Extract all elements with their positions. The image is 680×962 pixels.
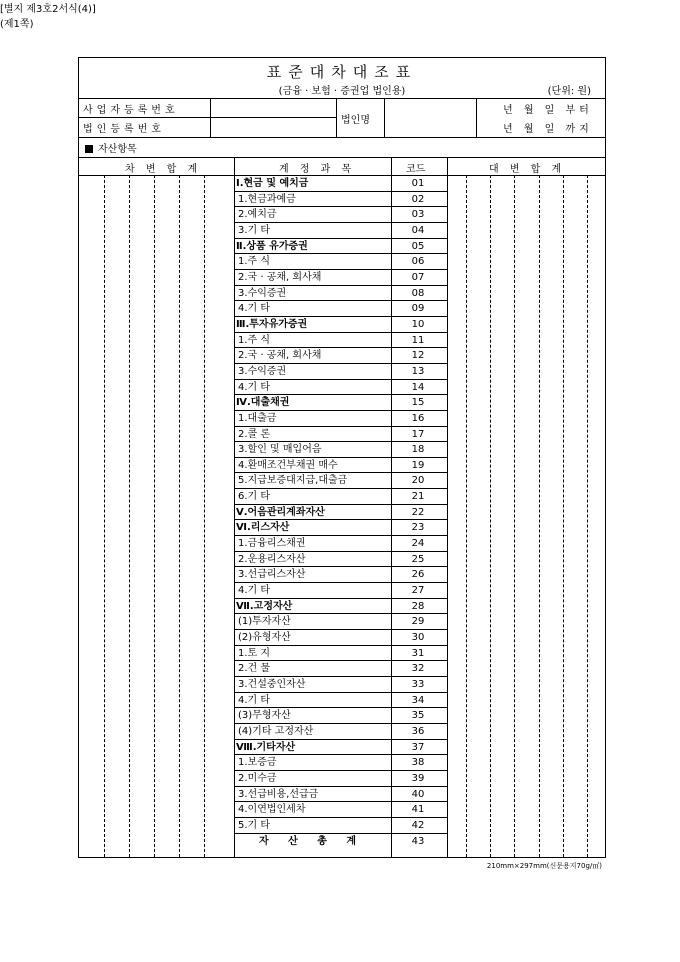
account-name: 4.기 타 bbox=[238, 303, 271, 315]
debit-amount-cell[interactable] bbox=[81, 520, 231, 536]
account-code: 11 bbox=[411, 334, 425, 346]
table-row bbox=[79, 270, 605, 286]
corp-reg-number-field[interactable] bbox=[212, 119, 334, 135]
account-name: 1.현금과예금 bbox=[238, 193, 296, 205]
debit-total-header: 차 변 합 계 bbox=[125, 164, 202, 175]
header-top-line bbox=[79, 98, 605, 99]
account-code: 21 bbox=[411, 491, 425, 503]
biz-reg-number-label: 사업자등록번호 bbox=[83, 105, 179, 116]
account-name: 1.주 식 bbox=[238, 256, 271, 268]
credit-amount-cell[interactable] bbox=[449, 630, 603, 646]
account-code: 19 bbox=[411, 459, 425, 471]
account-code: 34 bbox=[411, 694, 425, 706]
credit-amount-cell[interactable] bbox=[449, 661, 603, 677]
debit-amount-cell[interactable] bbox=[81, 818, 231, 834]
account-name: 1.주 식 bbox=[238, 334, 271, 346]
account-name: (1)투자자산 bbox=[238, 616, 291, 628]
account-code: 20 bbox=[411, 475, 425, 487]
table-row bbox=[79, 239, 605, 255]
account-name: Ⅰ.현금 및 예치금 bbox=[236, 178, 309, 189]
debit-amount-cell[interactable] bbox=[81, 317, 231, 333]
account-code: 40 bbox=[411, 788, 425, 800]
account-name: 3.할인 및 매입어음 bbox=[238, 444, 322, 456]
debit-amount-cell[interactable] bbox=[81, 646, 231, 662]
table-row bbox=[79, 380, 605, 396]
debit-amount-cell[interactable] bbox=[81, 442, 231, 458]
credit-amount-cell[interactable] bbox=[449, 333, 603, 349]
account-rows bbox=[79, 176, 605, 849]
account-code: 26 bbox=[411, 569, 425, 581]
account-name: 2.미수금 bbox=[238, 772, 277, 784]
account-code: 42 bbox=[411, 819, 425, 831]
credit-amount-cell[interactable] bbox=[449, 567, 603, 583]
account-code: 32 bbox=[411, 663, 425, 675]
debit-amount-cell[interactable] bbox=[81, 458, 231, 474]
credit-amount-cell[interactable] bbox=[449, 614, 603, 630]
credit-amount-cell[interactable] bbox=[449, 254, 603, 270]
reg-divider-line bbox=[79, 117, 210, 118]
account-name: 3.수익증권 bbox=[238, 287, 287, 299]
credit-amount-cell[interactable] bbox=[449, 708, 603, 724]
credit-amount-cell[interactable] bbox=[449, 380, 603, 396]
account-name: 4.기 타 bbox=[238, 694, 271, 706]
account-name: Ⅳ.대출채권 bbox=[236, 397, 290, 409]
reg-value-divider-line bbox=[210, 117, 336, 118]
account-code: 10 bbox=[411, 318, 425, 330]
account-name: (2)유형자산 bbox=[238, 632, 291, 644]
table-row bbox=[79, 505, 605, 521]
credit-amount-cell[interactable] bbox=[449, 239, 603, 255]
debit-amount-cell[interactable] bbox=[81, 489, 231, 505]
credit-amount-cell[interactable] bbox=[449, 301, 603, 317]
table-row bbox=[79, 646, 605, 662]
table-row bbox=[79, 630, 605, 646]
account-code: 08 bbox=[411, 287, 425, 299]
account-code: 12 bbox=[411, 350, 425, 362]
credit-amount-cell[interactable] bbox=[449, 286, 603, 302]
table-row bbox=[79, 677, 605, 693]
account-name: 3.선급리스자산 bbox=[238, 569, 306, 581]
credit-amount-cell[interactable] bbox=[449, 207, 603, 223]
account-code: 24 bbox=[411, 538, 425, 550]
account-name: 4.기 타 bbox=[238, 585, 271, 597]
debit-amount-cell[interactable] bbox=[81, 536, 231, 552]
account-name: 4.환매조건부채권 매수 bbox=[238, 459, 338, 471]
account-name: 2.국 · 공채, 회사채 bbox=[238, 350, 322, 362]
account-code: 36 bbox=[411, 725, 425, 737]
table-row bbox=[79, 536, 605, 552]
debit-amount-cell[interactable] bbox=[81, 223, 231, 239]
debit-amount-cell[interactable] bbox=[81, 567, 231, 583]
account-name: 2.운용리스자산 bbox=[238, 553, 306, 565]
unit-label: (단위: 원) bbox=[547, 86, 591, 97]
table-row bbox=[79, 473, 605, 489]
table-row bbox=[79, 614, 605, 630]
debit-amount-cell[interactable] bbox=[81, 380, 231, 396]
debit-amount-cell[interactable] bbox=[81, 552, 231, 568]
table-row bbox=[79, 333, 605, 349]
account-code: 22 bbox=[411, 506, 425, 518]
section-asset-items bbox=[85, 140, 137, 155]
account-name: 3.수익증권 bbox=[238, 365, 287, 377]
debit-amount-cell[interactable] bbox=[81, 301, 231, 317]
table-row bbox=[79, 458, 605, 474]
debit-amount-cell[interactable] bbox=[81, 254, 231, 270]
table-row bbox=[79, 583, 605, 599]
table-row bbox=[79, 724, 605, 740]
table-row bbox=[79, 427, 605, 443]
debit-amount-cell[interactable] bbox=[81, 583, 231, 599]
credit-amount-cell[interactable] bbox=[449, 771, 603, 787]
account-name: 6.기 타 bbox=[238, 491, 271, 503]
form-subtitle: (금융 · 보험 · 증권업 법인용) bbox=[278, 86, 406, 97]
credit-amount-cell[interactable] bbox=[449, 395, 603, 411]
period-left-divider bbox=[476, 98, 477, 137]
table-row bbox=[79, 755, 605, 771]
account-name: Ⅵ.리스자산 bbox=[236, 522, 290, 534]
table-row bbox=[79, 787, 605, 803]
account-code: 28 bbox=[411, 600, 425, 612]
credit-amount-cell[interactable] bbox=[449, 677, 603, 693]
credit-amount-cell[interactable] bbox=[449, 599, 603, 615]
credit-amount-cell[interactable] bbox=[449, 348, 603, 364]
form-number: [별지 제3호2서식(4)] bbox=[0, 4, 96, 15]
account-name: 1.금융리스채권 bbox=[238, 538, 306, 550]
account-name: 5.지급보증대지급,대출금 bbox=[238, 475, 348, 487]
account-name: Ⅶ.고정자산 bbox=[236, 600, 293, 612]
debit-amount-cell[interactable] bbox=[81, 473, 231, 489]
account-name: Ⅲ.투자유가증권 bbox=[236, 318, 308, 330]
account-code: 04 bbox=[411, 224, 425, 236]
credit-amount-cell[interactable] bbox=[449, 583, 603, 599]
credit-amount-cell[interactable] bbox=[449, 724, 603, 740]
debit-amount-cell[interactable] bbox=[81, 802, 231, 818]
header-bottom-line bbox=[79, 137, 605, 138]
credit-amount-cell[interactable] bbox=[449, 505, 603, 521]
credit-amount-cell[interactable] bbox=[449, 520, 603, 536]
corp-reg-number-label: 법인등록번호 bbox=[83, 124, 165, 135]
account-code: 29 bbox=[411, 616, 425, 628]
table-row bbox=[79, 661, 605, 677]
table-row bbox=[79, 834, 605, 850]
debit-amount-cell[interactable] bbox=[81, 427, 231, 443]
account-code: 37 bbox=[411, 741, 425, 753]
credit-amount-cell[interactable] bbox=[449, 176, 603, 192]
debit-amount-cell[interactable] bbox=[81, 693, 231, 709]
account-name: 3.건설중인자산 bbox=[238, 679, 306, 690]
debit-amount-cell[interactable] bbox=[81, 333, 231, 349]
account-code: 23 bbox=[411, 522, 425, 534]
section-title: 자산항목 bbox=[98, 144, 137, 155]
account-name: 4.이연법인세차 bbox=[238, 804, 306, 816]
balance-sheet-form bbox=[78, 57, 606, 858]
credit-amount-cell[interactable] bbox=[449, 473, 603, 489]
debit-amount-cell[interactable] bbox=[81, 411, 231, 427]
credit-amount-cell[interactable] bbox=[449, 411, 603, 427]
corp-name-left-divider bbox=[336, 98, 337, 137]
account-name: 2.건 물 bbox=[238, 663, 271, 675]
debit-amount-cell[interactable] bbox=[81, 630, 231, 646]
table-row bbox=[79, 520, 605, 536]
credit-amount-cell[interactable] bbox=[449, 755, 603, 771]
account-code: 31 bbox=[411, 647, 425, 659]
account-header: 계 정 과 목 bbox=[279, 164, 356, 175]
account-name: (4)기타 고정자산 bbox=[238, 725, 314, 737]
period-end[interactable]: 년 월 일 까지 bbox=[503, 124, 593, 135]
account-code: 05 bbox=[411, 240, 425, 252]
debit-amount-cell[interactable] bbox=[81, 755, 231, 771]
account-name: 2.콜 론 bbox=[238, 428, 271, 440]
debit-amount-cell[interactable] bbox=[81, 348, 231, 364]
debit-amount-cell[interactable] bbox=[81, 787, 231, 803]
account-code: 43 bbox=[411, 835, 425, 847]
credit-amount-cell[interactable] bbox=[449, 442, 603, 458]
account-code: 06 bbox=[411, 256, 425, 268]
table-row bbox=[79, 286, 605, 302]
account-name: 1.토 지 bbox=[238, 647, 271, 659]
square-bullet-icon bbox=[85, 145, 93, 153]
account-code: 13 bbox=[411, 365, 425, 377]
credit-amount-cell[interactable] bbox=[449, 802, 603, 818]
page-number: (제1쪽) bbox=[0, 19, 34, 30]
corp-name-label: 법인명 bbox=[341, 115, 370, 126]
debit-amount-cell[interactable] bbox=[81, 677, 231, 693]
account-name: 5.기 타 bbox=[238, 819, 271, 831]
paper-spec-footnote: 210mm×297mm(신문용지70g/㎡) bbox=[486, 862, 602, 870]
account-code: 02 bbox=[411, 193, 425, 205]
table-row bbox=[79, 442, 605, 458]
credit-amount-cell[interactable] bbox=[449, 192, 603, 208]
debit-amount-cell[interactable] bbox=[81, 364, 231, 380]
debit-amount-cell[interactable] bbox=[81, 270, 231, 286]
debit-amount-cell[interactable] bbox=[81, 395, 231, 411]
table-row bbox=[79, 708, 605, 724]
account-code: 01 bbox=[411, 178, 425, 189]
credit-amount-cell[interactable] bbox=[449, 427, 603, 443]
debit-amount-cell[interactable] bbox=[81, 771, 231, 787]
account-code: 30 bbox=[411, 632, 425, 644]
account-name: 1.대출금 bbox=[238, 412, 277, 424]
debit-amount-cell[interactable] bbox=[81, 239, 231, 255]
credit-amount-cell[interactable] bbox=[449, 834, 603, 850]
credit-amount-cell[interactable] bbox=[449, 458, 603, 474]
account-name: (3)무형자산 bbox=[238, 710, 291, 722]
form-title: 표준대차대조표 bbox=[266, 63, 418, 81]
debit-amount-cell[interactable] bbox=[81, 614, 231, 630]
debit-amount-cell[interactable] bbox=[81, 661, 231, 677]
table-row bbox=[79, 301, 605, 317]
corp-name-field[interactable] bbox=[386, 100, 474, 135]
credit-amount-cell[interactable] bbox=[449, 223, 603, 239]
debit-amount-cell[interactable] bbox=[81, 834, 231, 850]
account-name: Ⅴ.어음관리계좌자산 bbox=[236, 506, 325, 518]
account-code: 18 bbox=[411, 444, 425, 456]
debit-amount-cell[interactable] bbox=[81, 286, 231, 302]
credit-total-header: 대 변 합 계 bbox=[489, 164, 566, 175]
reg-label-divider bbox=[210, 98, 211, 137]
debit-amount-cell[interactable] bbox=[81, 207, 231, 223]
table-row bbox=[79, 411, 605, 427]
debit-amount-cell[interactable] bbox=[81, 599, 231, 615]
account-name: 3.기 타 bbox=[238, 224, 271, 236]
debit-amount-cell[interactable] bbox=[81, 740, 231, 756]
table-row bbox=[79, 395, 605, 411]
account-code: 38 bbox=[411, 757, 425, 769]
account-code: 14 bbox=[411, 381, 425, 393]
account-name: 3.선급비용,선급금 bbox=[238, 788, 319, 800]
table-row bbox=[79, 740, 605, 756]
credit-amount-cell[interactable] bbox=[449, 818, 603, 834]
table-row bbox=[79, 818, 605, 834]
corp-name-right-divider bbox=[384, 98, 385, 137]
table-row bbox=[79, 223, 605, 239]
table-row bbox=[79, 552, 605, 568]
table-row bbox=[79, 364, 605, 380]
account-code: 33 bbox=[411, 679, 425, 690]
table-row bbox=[79, 254, 605, 270]
account-name: 1.보증금 bbox=[238, 757, 277, 769]
table-row bbox=[79, 567, 605, 583]
credit-amount-cell[interactable] bbox=[449, 317, 603, 333]
table-row bbox=[79, 192, 605, 208]
account-name: Ⅷ.기타자산 bbox=[236, 741, 296, 753]
debit-amount-cell[interactable] bbox=[81, 724, 231, 740]
debit-amount-cell[interactable] bbox=[81, 505, 231, 521]
account-code: 09 bbox=[411, 303, 425, 315]
column-header-top-line bbox=[79, 157, 605, 158]
table-row bbox=[79, 176, 605, 192]
credit-amount-cell[interactable] bbox=[449, 693, 603, 709]
account-code: 27 bbox=[411, 585, 425, 597]
credit-amount-cell[interactable] bbox=[449, 552, 603, 568]
account-name: 4.기 타 bbox=[238, 381, 271, 393]
account-code: 41 bbox=[411, 804, 425, 816]
table-row bbox=[79, 693, 605, 709]
credit-amount-cell[interactable] bbox=[449, 364, 603, 380]
table-row bbox=[79, 348, 605, 364]
credit-amount-cell[interactable] bbox=[449, 489, 603, 505]
account-name: Ⅱ.상품 유가증권 bbox=[236, 240, 308, 252]
account-code: 39 bbox=[411, 772, 425, 784]
debit-amount-cell[interactable] bbox=[81, 708, 231, 724]
account-code: 17 bbox=[411, 428, 425, 440]
credit-amount-cell[interactable] bbox=[449, 270, 603, 286]
biz-reg-number-field[interactable] bbox=[212, 100, 334, 116]
code-header: 코드 bbox=[406, 164, 426, 175]
debit-amount-cell[interactable] bbox=[81, 192, 231, 208]
table-row bbox=[79, 489, 605, 505]
table-row bbox=[79, 317, 605, 333]
account-name: 자 산 총 계 bbox=[258, 835, 365, 847]
debit-amount-cell[interactable] bbox=[81, 176, 231, 192]
account-code: 03 bbox=[411, 209, 425, 221]
account-code: 25 bbox=[411, 553, 425, 565]
period-start[interactable]: 년 월 일 부터 bbox=[503, 105, 593, 116]
account-name: 2.예치금 bbox=[238, 209, 277, 221]
table-row bbox=[79, 771, 605, 787]
table-row bbox=[79, 207, 605, 223]
account-code: 35 bbox=[411, 710, 425, 722]
credit-amount-cell[interactable] bbox=[449, 787, 603, 803]
account-name: 2.국 · 공채, 회사채 bbox=[238, 271, 322, 283]
account-code: 16 bbox=[411, 412, 425, 424]
credit-amount-cell[interactable] bbox=[449, 536, 603, 552]
table-row bbox=[79, 802, 605, 818]
credit-amount-cell[interactable] bbox=[449, 740, 603, 756]
account-code: 07 bbox=[411, 271, 425, 283]
credit-amount-cell[interactable] bbox=[449, 646, 603, 662]
table-row bbox=[79, 599, 605, 615]
account-code: 15 bbox=[411, 397, 425, 409]
